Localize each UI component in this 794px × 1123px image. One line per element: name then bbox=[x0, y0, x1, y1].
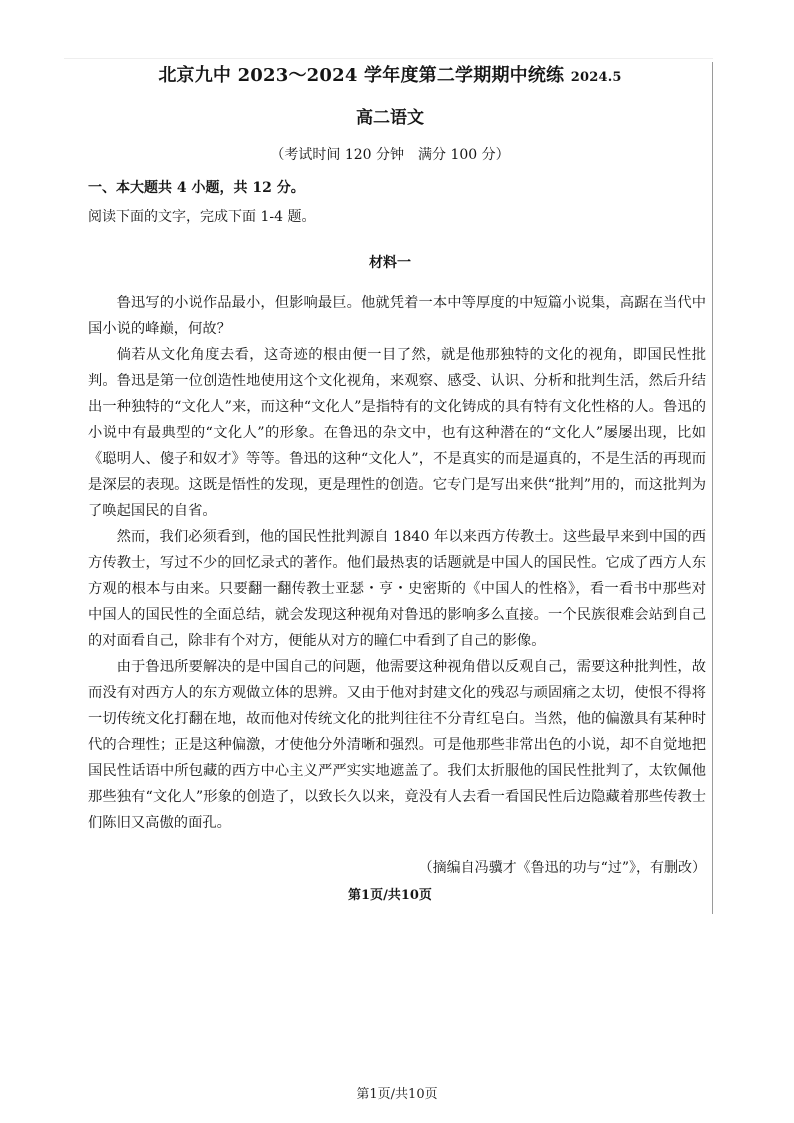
page-number-inner: 第1页/共10页 bbox=[348, 888, 432, 903]
page-number-footer: 第1页/共10页 bbox=[356, 1087, 438, 1102]
passage bbox=[88, 290, 706, 836]
paragraph: 倘若从文化角度去看，这奇迹的根由便一目了然，就是他那独特的文化的视角，即国民性批判。鲁迅是第一位创造性地使用这个文化视角，来观察、感受、认识、分析和批判生活，然后升结出一种独特的“文化人”来，而这种“文化人”是指特有的文化铸成的具有特有文化性格的人。鲁迅的小说中有最典型的“文化人”的形象。在鲁迅的杂文中，也有这种潜在的“文化人”屡屡出现，比如《聪明人、傻子和奴才》等等。鲁迅的这种“文化人”，不是真实的而是逼真的，不是生活的再现而是深层的表现。这既是悟性的发现，更是理性的创造。它专门是写出来供“批判”用的，而这批判为了唤起国民的自省。 bbox=[88, 347, 706, 519]
section-instruction: 阅读下面的文字，完成下面 1-4 题。 bbox=[88, 209, 316, 225]
paragraph: 然而，我们必须看到，他的国民性批判源自 1840 年以来西方传教士。这些最早来到中国的西方传教士，写过不少的回忆录式的著作。他们最热衷的话题就是中国人的国民性。它成了西方人东方观的根本与由来。只要翻一翻传教士亚瑟・亨・史密斯的《中国人的性格》，看一看书中那些对中国人的国民性的全面总结，就会发现这种视角对鲁迅的影响多么直接。一个民族很难会站到自己的对面看自己，除非有个对方，便能从对方的瞳仁中看到了自己的影像。 bbox=[88, 529, 706, 649]
subject-title: 高二语文 bbox=[356, 108, 424, 128]
exam-title bbox=[60, 62, 720, 92]
paragraph: 鲁迅写的小说作品最小，但影响最巨。他就凭着一本中等厚度的中短篇小说集，高踞在当代中国小说的峰巅，何故？ bbox=[88, 295, 706, 337]
material-heading: 材料一 bbox=[369, 255, 411, 271]
section-heading: 一、本大题共 4 小题，共 12 分。 bbox=[88, 180, 305, 196]
exam-date: 2024.5 bbox=[570, 70, 622, 85]
exam-info: （考试时间 120 分钟 满分 100 分） bbox=[270, 147, 510, 163]
source-citation: （摘编自冯骥才《鲁迅的功与“过”》，有删改） bbox=[418, 860, 706, 876]
scan-border-right bbox=[712, 62, 713, 914]
exam-title-text: 北京九中 2023～2024 学年度第二学期期中统练 bbox=[158, 65, 565, 86]
paragraph: 由于鲁迅所要解决的是中国自己的问题，他需要这种视角借以反观自己，需要这种批判性，故而没有对西方人的东方观做立体的思辨。又由于他对封建文化的残忍与顽固痛之太切，使恨不得将一切传统文化打翻在地，故而他对传统文化的批判往往不分青红皂白。当然，他的偏激具有某种时代的合理性；正是这种偏激，才使他分外清晰和强烈。可是他那些非常出色的小说，却不自觉地把国民性话语中所包藏的西方中心主义严严实实地遮盖了。我们太折服他的国民性批判了，太钦佩他那些独有“文化人”形象的创造了，以致长久以来，竟没有人去看一看国民性后边隐藏着那些传教士们陈旧又高傲的面孔。 bbox=[88, 659, 706, 831]
scan-border-top bbox=[64, 58, 713, 59]
